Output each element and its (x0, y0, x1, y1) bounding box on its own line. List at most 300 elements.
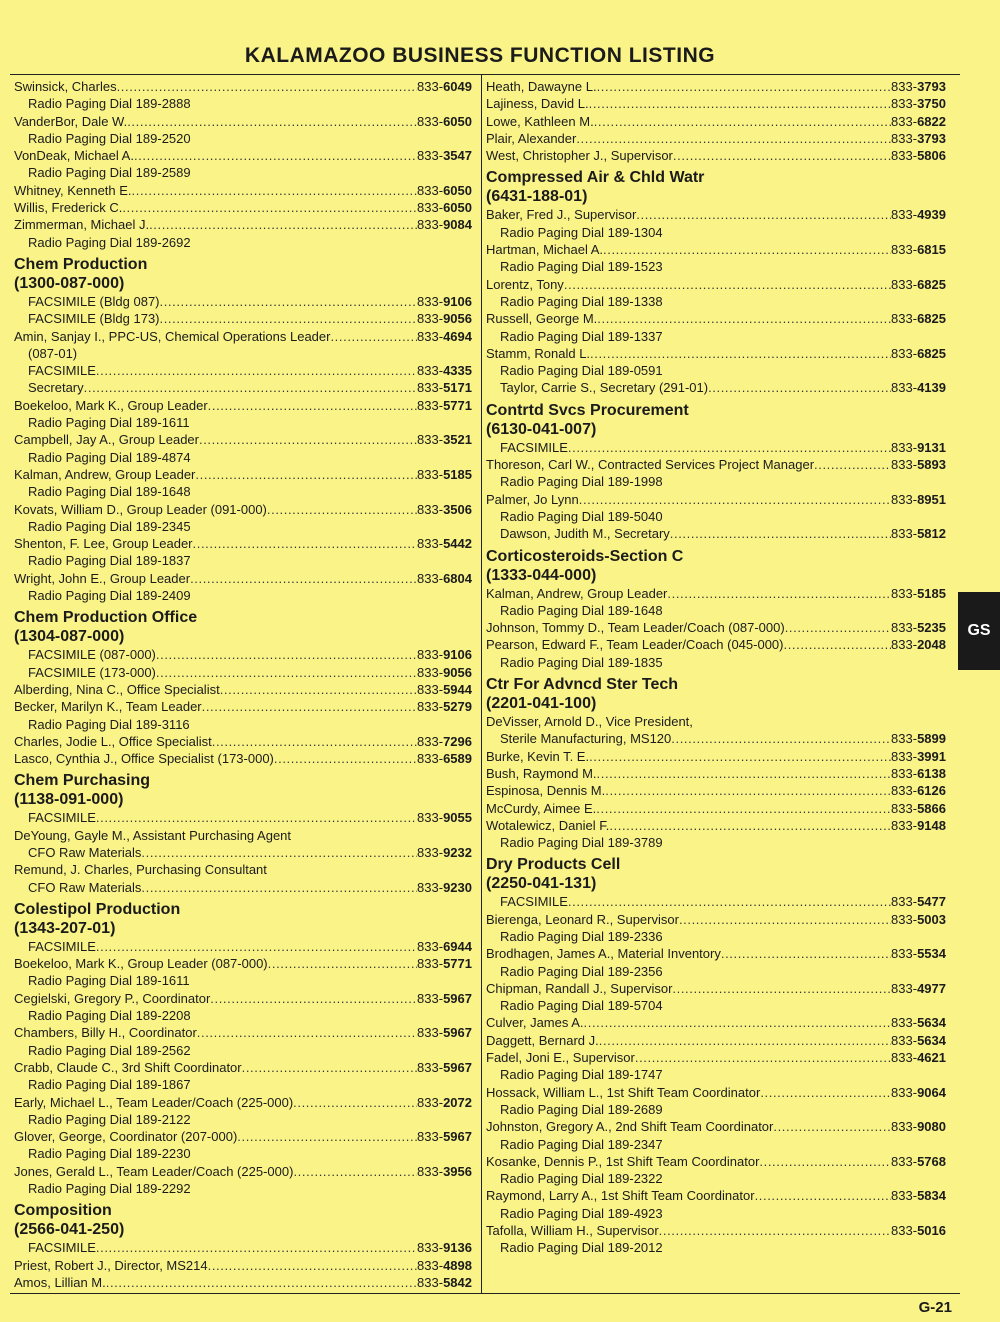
entry-note: Radio Paging Dial 189-4874 (28, 449, 191, 465)
phone-number (417, 646, 472, 663)
entry-note: Radio Paging Dial 189-0591 (500, 363, 663, 379)
entry-name: Whitney, Kenneth E. (14, 182, 132, 198)
bottom-rule (10, 1293, 960, 1294)
section-code: (2250-041-131) (486, 875, 597, 893)
dot-leader (141, 879, 417, 896)
left-column (14, 78, 472, 1291)
dot-leader (267, 501, 417, 518)
phone-number (891, 439, 946, 456)
listing-entry (486, 748, 946, 765)
listing-entry (486, 765, 946, 782)
phone-extension: 5279 (443, 699, 472, 715)
dot-leader (773, 1118, 891, 1135)
phone-prefix: 833- (417, 79, 444, 94)
section-code: (1138-091-000) (14, 791, 124, 809)
phone-extension: 4139 (917, 380, 946, 396)
phone-extension: 3506 (443, 501, 472, 517)
phone-number (891, 379, 946, 396)
listing-entry (486, 817, 946, 834)
section-code: (2201-041-100) (486, 695, 597, 713)
phone-prefix: 833- (417, 148, 444, 164)
listing-entry (486, 310, 946, 327)
entry-note: Radio Paging Dial 189-2689 (500, 1101, 663, 1117)
listing-entry (486, 1118, 946, 1135)
section-code: (6130-041-007) (486, 420, 597, 438)
phone-number (417, 844, 472, 861)
phone-prefix: 833- (417, 699, 444, 715)
phone-prefix: 833- (891, 380, 918, 396)
phone-prefix: 833- (891, 1084, 918, 1100)
entry-note: Radio Paging Dial 189-2692 (28, 234, 191, 250)
dot-leader (759, 1153, 891, 1170)
phone-number (417, 362, 472, 379)
listing-entry (14, 938, 472, 955)
phone-extension: 5235 (917, 620, 946, 636)
phone-extension: 6049 (443, 79, 472, 94)
listing-entry (14, 1059, 472, 1076)
dot-leader (590, 345, 891, 362)
phone-extension: 9064 (917, 1084, 946, 1100)
dot-leader (132, 182, 418, 199)
entry-name: Chipman, Randall J., Supervisor (486, 980, 673, 996)
phone-number (417, 199, 472, 216)
phone-prefix: 833- (891, 148, 918, 164)
entry-name: FACSIMILE (28, 363, 96, 379)
dot-leader (609, 817, 891, 834)
phone-number (417, 990, 472, 1007)
listing-entry (14, 182, 472, 199)
entry-note: Radio Paging Dial 189-2520 (28, 130, 191, 146)
phone-extension: 6126 (917, 783, 946, 799)
phone-number (417, 78, 472, 95)
phone-number (891, 525, 946, 542)
entry-note: Radio Paging Dial 189-1837 (28, 553, 191, 569)
phone-number (891, 276, 946, 293)
dot-leader (679, 911, 891, 928)
section-code: (1300-087-000) (14, 274, 125, 292)
entry-name: FACSIMILE (500, 439, 568, 455)
phone-extension: 5003 (917, 911, 946, 927)
entry-name: FACSIMILE (28, 938, 96, 954)
entry-name: Zimmerman, Michael J. (14, 217, 150, 233)
section-heading: Corticosteroids-Section C (486, 547, 684, 565)
listing-entry (14, 501, 472, 518)
entry-name: Stamm, Ronald L. (486, 345, 591, 361)
dot-leader (156, 646, 417, 663)
entry-name: Becker, Marilyn K., Team Leader (14, 699, 202, 715)
listing-entry (14, 78, 472, 95)
entry-name: Early, Michael L., Team Leader/Coach (225-000) (14, 1094, 294, 1110)
phone-number (417, 698, 472, 715)
phone-extension: 5967 (443, 1059, 472, 1075)
entry-note: Radio Paging Dial 189-1523 (500, 259, 663, 275)
phone-prefix: 833- (891, 207, 918, 223)
phone-prefix: 833- (891, 731, 918, 747)
phone-prefix: 833- (891, 526, 918, 542)
entry-name: Palmer, Jo Lynn (486, 491, 579, 507)
entry-name: Bush, Raymond M. (486, 765, 597, 781)
phone-number (417, 879, 472, 896)
phone-extension: 4335 (443, 363, 472, 379)
phone-extension: 7296 (443, 733, 472, 749)
phone-prefix: 833- (891, 242, 918, 258)
phone-extension: 6822 (917, 113, 946, 129)
phone-extension: 2072 (443, 1094, 472, 1110)
phone-prefix: 833- (417, 217, 444, 233)
entry-note: Radio Paging Dial 189-2012 (500, 1240, 663, 1256)
entry-name: Espinosa, Dennis M. (486, 783, 606, 799)
phone-number (891, 95, 946, 112)
phone-extension: 8951 (917, 491, 946, 507)
entry-name: Kovats, William D., Group Leader (091-000) (14, 501, 267, 517)
phone-prefix: 833- (891, 980, 918, 996)
phone-number (417, 1257, 472, 1274)
phone-extension: 5442 (443, 536, 472, 552)
phone-number (891, 1153, 946, 1170)
section-heading: Chem Production (14, 255, 148, 273)
listing-entry (14, 310, 472, 327)
phone-extension: 5967 (443, 1025, 472, 1041)
entry-name: Kalman, Andrew, Group Leader (486, 585, 668, 601)
dot-leader (160, 310, 418, 327)
dot-leader (579, 491, 891, 508)
phone-number (891, 130, 946, 147)
phone-prefix: 833- (417, 311, 444, 327)
phone-number (891, 206, 946, 223)
entry-name: Brodhagen, James A., Material Inventory (486, 946, 721, 962)
listing-entry (486, 911, 946, 928)
phone-prefix: 833- (417, 1059, 444, 1075)
entry-name: Wright, John E., Group Leader (14, 570, 191, 586)
entry-name: VonDeak, Michael A. (14, 148, 134, 164)
dot-leader (96, 809, 417, 826)
phone-number (417, 1128, 472, 1145)
phone-number (417, 1274, 472, 1291)
entry-note: (087-01) (28, 345, 78, 361)
section-code: (6431-188-01) (486, 188, 588, 206)
phone-prefix: 833- (417, 536, 444, 552)
phone-extension: 5185 (917, 585, 946, 601)
phone-extension: 4939 (917, 207, 946, 223)
entry-name: Alberding, Nina C., Office Specialist (14, 681, 220, 697)
phone-prefix: 833- (891, 130, 918, 146)
phone-prefix: 833- (417, 751, 444, 767)
phone-extension: 5967 (443, 1129, 472, 1145)
phone-extension: 3793 (917, 79, 946, 94)
entry-note: Radio Paging Dial 189-1611 (28, 415, 190, 431)
listing-entry (486, 206, 946, 223)
phone-number (891, 1222, 946, 1239)
phone-number (891, 911, 946, 928)
phone-extension: 5806 (917, 148, 946, 164)
entry-name: Priest, Robert J., Director, MS214 (14, 1257, 208, 1273)
page-title: KALAMAZOO BUSINESS FUNCTION LISTING (244, 44, 716, 67)
listing-entry (486, 945, 946, 962)
dot-leader (599, 1032, 891, 1049)
phone-extension: 5967 (443, 990, 472, 1006)
entry-name: FACSIMILE (Bldg 087) (28, 293, 160, 309)
phone-prefix: 833- (891, 946, 918, 962)
dot-leader (210, 990, 417, 1007)
phone-prefix: 833- (891, 748, 918, 764)
dot-leader (564, 276, 891, 293)
entry-name: Hossack, William L., 1st Shift Team Coordinator (486, 1084, 761, 1100)
listing-entry (14, 570, 472, 587)
listing-entry (486, 730, 946, 747)
entry-note: Radio Paging Dial 189-2888 (28, 96, 191, 112)
dot-leader (220, 681, 417, 698)
entry-note: Radio Paging Dial 189-2322 (500, 1171, 663, 1187)
section-heading: Composition (14, 1202, 112, 1220)
phone-number (891, 345, 946, 362)
dot-leader (721, 945, 891, 962)
entry-note: Radio Paging Dial 189-1998 (500, 474, 663, 490)
dot-leader (755, 1187, 891, 1204)
listing-entry (14, 362, 472, 379)
entry-name: Chambers, Billy H., Coordinator (14, 1025, 197, 1041)
entry-name: Burke, Kevin T. E. (486, 748, 590, 764)
phone-prefix: 833- (417, 956, 444, 972)
phone-extension: 5534 (917, 946, 946, 962)
entry-name: Russell, George M. (486, 311, 598, 327)
phone-extension: 5634 (917, 1032, 946, 1048)
listing-entry (14, 1128, 472, 1145)
phone-number (891, 241, 946, 258)
dot-leader (208, 1257, 417, 1274)
dot-leader (242, 1059, 417, 1076)
entry-note: Radio Paging Dial 189-1867 (28, 1077, 191, 1093)
listing-entry (486, 95, 946, 112)
listing-entry (486, 456, 946, 473)
phone-number (891, 585, 946, 602)
section-heading: Ctr For Advncd Ster Tech (486, 676, 679, 694)
listing-entry (14, 1257, 472, 1274)
phone-number (891, 1118, 946, 1135)
dot-leader (193, 535, 418, 552)
phone-prefix: 833- (891, 311, 918, 327)
entry-name: Fadel, Joni E., Supervisor (486, 1050, 635, 1066)
entry-note: Radio Paging Dial 189-2292 (28, 1181, 191, 1197)
listing-entry (486, 113, 946, 130)
listing-entry (14, 1024, 472, 1041)
listing-entry (486, 491, 946, 508)
entry-name: Raymond, Larry A., 1st Shift Team Coordinator (486, 1188, 755, 1204)
listing-entry (486, 1014, 946, 1031)
dot-leader (670, 525, 891, 542)
phone-prefix: 833- (417, 570, 444, 586)
dot-leader (330, 328, 417, 345)
right-column (486, 78, 946, 1257)
phone-prefix: 833- (417, 681, 444, 697)
phone-number (891, 456, 946, 473)
listing-entry (14, 990, 472, 1007)
entry-note: Radio Paging Dial 189-1304 (500, 224, 663, 240)
phone-number (417, 431, 472, 448)
dot-leader (84, 379, 417, 396)
phone-number (417, 182, 472, 199)
page-number: G-21 (918, 1299, 952, 1316)
phone-prefix: 833- (891, 911, 918, 927)
phone-extension: 9056 (443, 664, 472, 680)
listing-entry (14, 1163, 472, 1180)
phone-extension: 5866 (917, 800, 946, 816)
entry-name: Culver, James A. (486, 1015, 584, 1031)
entry-name: Baker, Fred J., Supervisor (486, 207, 637, 223)
dot-leader (141, 844, 417, 861)
listing-entry (486, 1153, 946, 1170)
dot-leader (597, 78, 891, 95)
dot-leader (190, 570, 417, 587)
dot-leader (122, 199, 417, 216)
listing-entry (14, 431, 472, 448)
phone-extension: 9232 (443, 844, 472, 860)
listing-entry (486, 1222, 946, 1239)
phone-prefix: 833- (417, 938, 444, 954)
phone-prefix: 833- (417, 990, 444, 1006)
phone-number (891, 636, 946, 653)
phone-prefix: 833- (891, 113, 918, 129)
dot-leader (149, 216, 417, 233)
dot-leader (156, 664, 417, 681)
entry-name: Bierenga, Leonard R., Supervisor (486, 911, 679, 927)
entry-name: FACSIMILE (28, 810, 96, 826)
entry-note: Radio Paging Dial 189-2356 (500, 963, 663, 979)
listing-entry (14, 216, 472, 233)
listing-entry (14, 809, 472, 826)
entry-name: Kalman, Andrew, Group Leader (14, 466, 196, 482)
section-tab: GS (958, 592, 1000, 670)
phone-prefix: 833- (891, 765, 918, 781)
dot-leader (197, 1024, 417, 1041)
section-code: (2566-041-250) (14, 1221, 125, 1239)
dot-leader (785, 619, 891, 636)
entry-name: Remund, J. Charles, Purchasing Consultant (14, 862, 267, 878)
listing-entry (486, 276, 946, 293)
phone-number (417, 1024, 472, 1041)
dot-leader (117, 78, 417, 95)
top-rule (10, 74, 960, 75)
phone-number (891, 800, 946, 817)
dot-leader (199, 431, 417, 448)
dot-leader (584, 1014, 892, 1031)
phone-extension: 5842 (443, 1274, 472, 1290)
phone-number (891, 748, 946, 765)
dot-leader (589, 748, 891, 765)
phone-extension: 3956 (443, 1163, 472, 1179)
listing-entry (14, 328, 472, 345)
phone-number (891, 113, 946, 130)
phone-number (891, 980, 946, 997)
entry-note: Radio Paging Dial 189-4923 (500, 1205, 663, 1221)
phone-extension: 6825 (917, 345, 946, 361)
dot-leader (659, 1222, 891, 1239)
entry-name: Amos, Lillian M. (14, 1274, 106, 1290)
phone-number (417, 535, 472, 552)
phone-prefix: 833- (417, 200, 444, 216)
dot-leader (594, 113, 891, 130)
section-code: (1343-207-01) (14, 919, 116, 937)
entry-name: Glover, George, Coordinator (207-000) (14, 1129, 238, 1145)
phone-number (417, 733, 472, 750)
phone-prefix: 833- (891, 637, 918, 653)
dot-leader (597, 765, 892, 782)
listing-entry (14, 466, 472, 483)
entry-name: Johnston, Gregory A., 2nd Shift Team Coordinator (486, 1119, 774, 1135)
phone-extension: 9084 (443, 217, 472, 233)
phone-extension: 9230 (443, 879, 472, 895)
listing-entry (486, 585, 946, 602)
dot-leader (568, 893, 891, 910)
phone-extension: 5834 (917, 1188, 946, 1204)
listing-entry (486, 636, 946, 653)
phone-prefix: 833- (417, 1163, 444, 1179)
listing-entry (14, 955, 472, 972)
phone-extension: 6050 (443, 113, 472, 129)
phone-extension: 5634 (917, 1015, 946, 1031)
entry-name: Shenton, F. Lee, Group Leader (14, 536, 193, 552)
listing-entry (486, 241, 946, 258)
phone-number (891, 945, 946, 962)
phone-extension: 6589 (443, 751, 472, 767)
listing-entry (486, 78, 946, 95)
listing-entry (486, 782, 946, 799)
entry-note: Radio Paging Dial 189-3116 (28, 716, 190, 732)
listing-entry (14, 199, 472, 216)
phone-extension: 5944 (443, 681, 472, 697)
phone-prefix: 833- (891, 800, 918, 816)
phone-extension: 5812 (917, 526, 946, 542)
section-heading: Compressed Air & Chld Watr (486, 169, 705, 187)
entry-name: Lorentz, Tony (486, 276, 564, 292)
phone-extension: 9106 (443, 293, 472, 309)
phone-number (417, 1239, 472, 1256)
entry-name: Lasco, Cynthia J., Office Specialist (173-000) (14, 751, 274, 767)
phone-number (417, 501, 472, 518)
phone-extension: 4898 (443, 1257, 472, 1273)
phone-extension: 2048 (917, 637, 946, 653)
phone-number (891, 147, 946, 164)
listing-entry (486, 379, 946, 396)
phone-prefix: 833- (417, 879, 444, 895)
dot-leader (673, 147, 891, 164)
entry-name: Lowe, Kathleen M. (486, 113, 594, 129)
dot-leader (202, 698, 417, 715)
phone-prefix: 833- (891, 620, 918, 636)
entry-name: FACSIMILE (500, 894, 568, 910)
entry-note: Radio Paging Dial 189-1337 (500, 328, 663, 344)
listing-entry (486, 893, 946, 910)
phone-prefix: 833- (891, 1188, 918, 1204)
phone-prefix: 833- (417, 380, 444, 396)
entry-name: Campbell, Jay A., Group Leader (14, 432, 199, 448)
phone-prefix: 833- (417, 1025, 444, 1041)
phone-extension: 5771 (443, 397, 472, 413)
entry-name: Wotalewicz, Daniel F. (486, 817, 610, 833)
dot-leader (783, 636, 891, 653)
phone-prefix: 833- (891, 96, 918, 112)
phone-number (417, 293, 472, 310)
dot-leader (814, 456, 891, 473)
entry-name: Jones, Gerald L., Team Leader/Coach (225-000) (14, 1163, 294, 1179)
phone-prefix: 833- (417, 466, 444, 482)
section-code: (1333-044-000) (486, 566, 597, 584)
phone-number (891, 782, 946, 799)
dot-leader (293, 1094, 417, 1111)
phone-number (417, 147, 472, 164)
phone-number (417, 113, 472, 130)
phone-number (417, 1059, 472, 1076)
phone-prefix: 833- (891, 1032, 918, 1048)
